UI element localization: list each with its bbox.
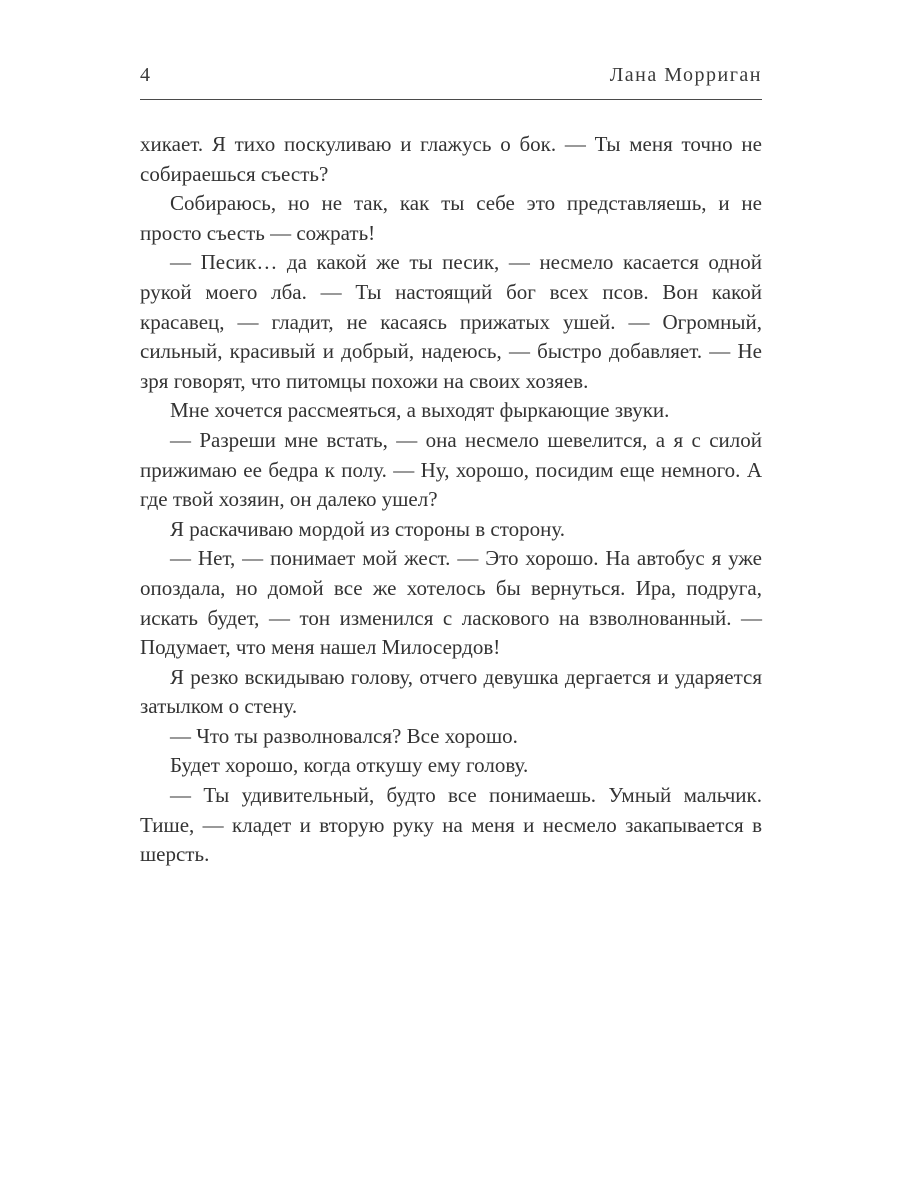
page-number: 4 [140,64,150,86]
paragraph: хикает. Я тихо поскуливаю и глажусь о бок. — Ты меня точно не собираешься съесть? [140,132,762,186]
paragraph: — Что ты разволновался? Все хорошо. [170,723,518,748]
paragraph: — Разреши мне встать, — она несмело шевелится, а я с силой прижимаю ее бедра к полу. — Ну, хорошо, посидим еще немного. А где твой хозяин, он далеко ушел? [140,427,762,512]
page-body [140,130,762,870]
paragraph: — Нет, — понимает мой жест. — Это хорошо. На автобус я уже опоздала, но домой все же хотелось бы вернуться. Ира, подруга, искать будет, — тон изменился с ласкового на взволнованный. — Подумает, что меня нашел Милосердов! [140,546,762,660]
paragraph: Я раскачиваю мордой из стороны в сторону. [170,516,566,541]
paragraph: — Ты удивительный, будто все понимаешь. Умный мальчик. Тише, — кладет и вторую руку на меня и несмело закапывается в шерсть. [140,783,762,867]
paragraph: Собираюсь, но не так, как ты себе это представляешь, и не просто съесть — сожрать! [140,191,762,245]
paragraph: Мне хочется рассмеяться, а выходят фыркающие звуки. [170,398,670,423]
page-header [140,64,762,87]
paragraph: — Песик… да какой же ты песик, — несмело касается одной рукой моего лба. — Ты настоящий бог всех псов. Вон какой красавец, — гладит, не касаясь прижатых ушей. — Огромный, сильный, красивый и добрый, надеюсь, — быстро добавляет. — Не зря говорят, что питомцы похожи на своих хозяев. [140,250,762,393]
paragraph: Я резко вскидываю голову, отчего девушка дергается и ударяется затылком о стену. [140,664,762,719]
header-rule [140,99,762,100]
running-title: Лана Морриган [609,64,762,86]
paragraph: Будет хорошо, когда откушу ему голову. [170,753,529,778]
